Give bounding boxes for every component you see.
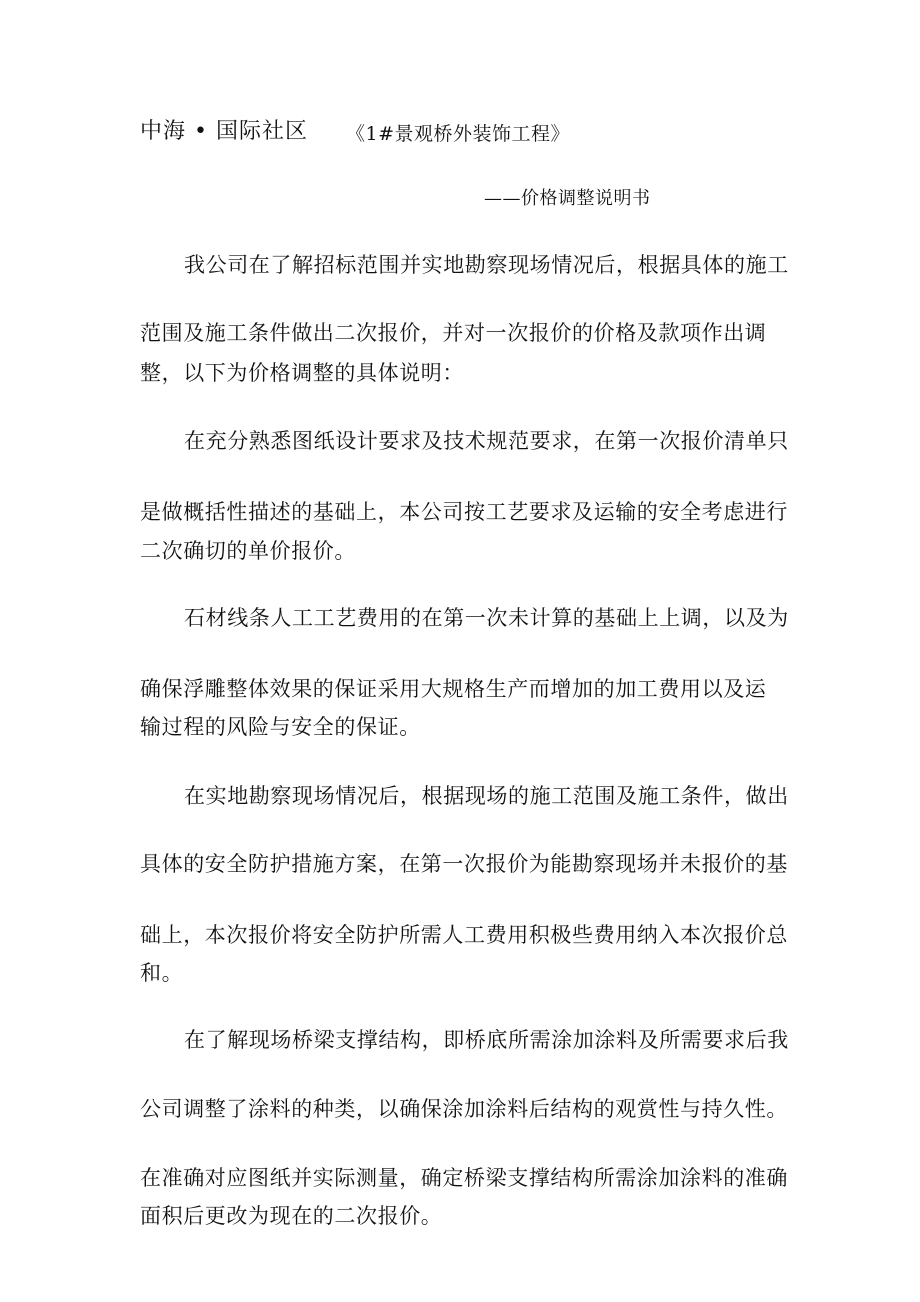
paragraph-1-line-1: 我公司在了解招标范围并实地勘察现场情况后，根据具体的施工 xyxy=(184,253,789,277)
paragraph-5-line-1: 在了解现场桥梁支撑结构，即桥底所需涂加涂料及所需要求后我 xyxy=(184,1028,789,1052)
paragraph-4-line-2: 具体的安全防护措施方案，在第一次报价为能勘察现场并未报价的基 xyxy=(140,852,788,876)
paragraph-5-line-3: 在准确对应图纸并实际测量，确定桥梁支撑结构所需涂加涂料的准确 xyxy=(140,1166,788,1190)
paragraph-3-line-1: 石材线条人工工艺费用的在第一次未计算的基础上上调，以及为 xyxy=(184,606,789,630)
project-title: 《1#景观桥外装饰工程》 xyxy=(346,123,571,145)
document-subtitle: ——价格调整说明书 xyxy=(484,188,651,209)
paragraph-5-line-2: 公司调整了涂料的种类，以确保涂加涂料后结构的观赏性与持久性。 xyxy=(140,1097,788,1121)
paragraph-2-line-1: 在充分熟悉图纸设计要求及技术规范要求，在第一次报价清单只 xyxy=(184,429,789,453)
paragraph-3-line-3: 输过程的风险与安全的保证。 xyxy=(140,715,421,739)
paragraph-4-line-3: 础上，本次报价将安全防护所需人工费用积极些费用纳入本次报价总 xyxy=(140,923,788,947)
organization-title: 中海 • 国际社区 xyxy=(140,119,308,144)
paragraph-2-line-2: 是做概括性描述的基础上，本公司按工艺要求及运输的安全考虑进行 xyxy=(140,500,788,524)
paragraph-1-line-2: 范围及施工条件做出二次报价，并对一次报价的价格及款项作出调 xyxy=(140,321,767,345)
paragraph-1-line-3: 整，以下为价格调整的具体说明： xyxy=(140,361,464,385)
paragraph-4-line-4: 和。 xyxy=(140,961,184,985)
paragraph-4-line-1: 在实地勘察现场情况后，根据现场的施工范围及施工条件，做出 xyxy=(184,784,789,808)
paragraph-5-line-4: 面积后更改为现在的二次报价。 xyxy=(140,1204,443,1228)
paragraph-2-line-3: 二次确切的单价报价。 xyxy=(140,539,356,563)
paragraph-3-line-2: 确保浮雕整体效果的保证采用大规格生产而增加的加工费用以及运 xyxy=(140,677,767,701)
